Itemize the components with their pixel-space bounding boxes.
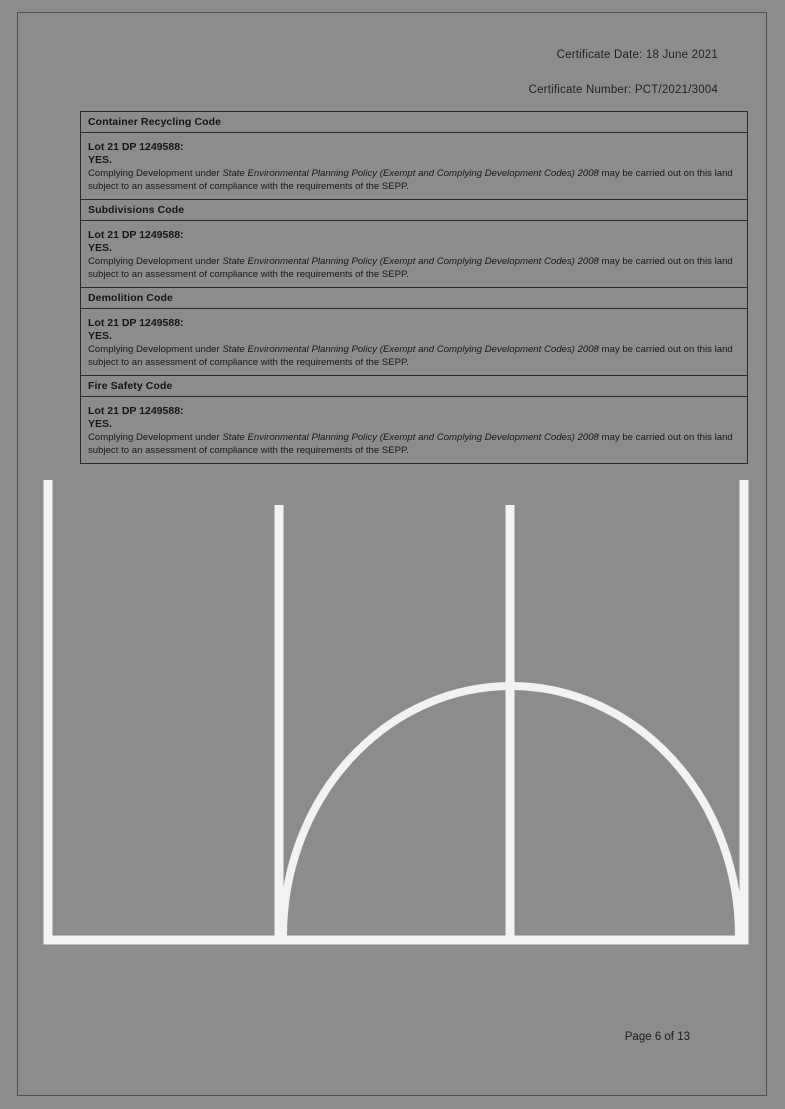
code-answer: YES. [88, 242, 112, 254]
policy-title: State Environmental Planning Policy (Exempt and Complying Development Codes) 2008 [222, 432, 599, 443]
page-number: Page 6 of 13 [624, 1031, 690, 1043]
paragraph-start: Complying Development under [88, 432, 223, 443]
paragraph-end: may be carried out on this land subject to an assessment of compliance with the requirements of the SEPP. [88, 256, 733, 280]
policy-title: State Environmental Planning Policy (Exempt and Complying Development Codes) 2008 [222, 344, 599, 355]
code-block [81, 112, 747, 200]
code-paragraph [88, 432, 740, 457]
code-block [81, 200, 747, 288]
code-title: Subdivisions Code [81, 200, 747, 221]
paragraph-start: Complying Development under [88, 344, 223, 355]
code-paragraph [88, 256, 740, 281]
policy-title: State Environmental Planning Policy (Exempt and Complying Development Codes) 2008 [222, 256, 599, 267]
code-paragraph [88, 168, 740, 193]
code-title: Demolition Code [81, 288, 747, 309]
code-paragraph [88, 344, 740, 369]
lot-reference: Lot 21 DP 1249588: [88, 141, 184, 153]
code-answer: YES. [88, 154, 112, 166]
code-block [81, 376, 747, 463]
code-body [81, 309, 747, 375]
code-body [81, 221, 747, 287]
paragraph-start: Complying Development under [88, 256, 223, 267]
code-body [81, 397, 747, 463]
code-body [81, 133, 747, 199]
paragraph-start: Complying Development under [88, 168, 223, 179]
code-block [81, 288, 747, 376]
lot-reference: Lot 21 DP 1249588: [88, 229, 184, 241]
certificate-number: Certificate Number: PCT/2021/3004 [528, 84, 718, 96]
code-title: Container Recycling Code [81, 112, 747, 133]
lot-reference: Lot 21 DP 1249588: [88, 405, 184, 417]
policy-title: State Environmental Planning Policy (Exempt and Complying Development Codes) 2008 [222, 168, 599, 179]
paragraph-end: may be carried out on this land subject to an assessment of compliance with the requirements of the SEPP. [88, 168, 733, 192]
code-title: Fire Safety Code [81, 376, 747, 397]
codes-table [80, 111, 748, 464]
code-answer: YES. [88, 418, 112, 430]
lot-reference: Lot 21 DP 1249588: [88, 317, 184, 329]
code-answer: YES. [88, 330, 112, 342]
paragraph-end: may be carried out on this land subject to an assessment of compliance with the requirements of the SEPP. [88, 432, 733, 456]
certificate-date: Certificate Date: 18 June 2021 [556, 49, 718, 61]
paragraph-end: may be carried out on this land subject to an assessment of compliance with the requirements of the SEPP. [88, 344, 733, 368]
